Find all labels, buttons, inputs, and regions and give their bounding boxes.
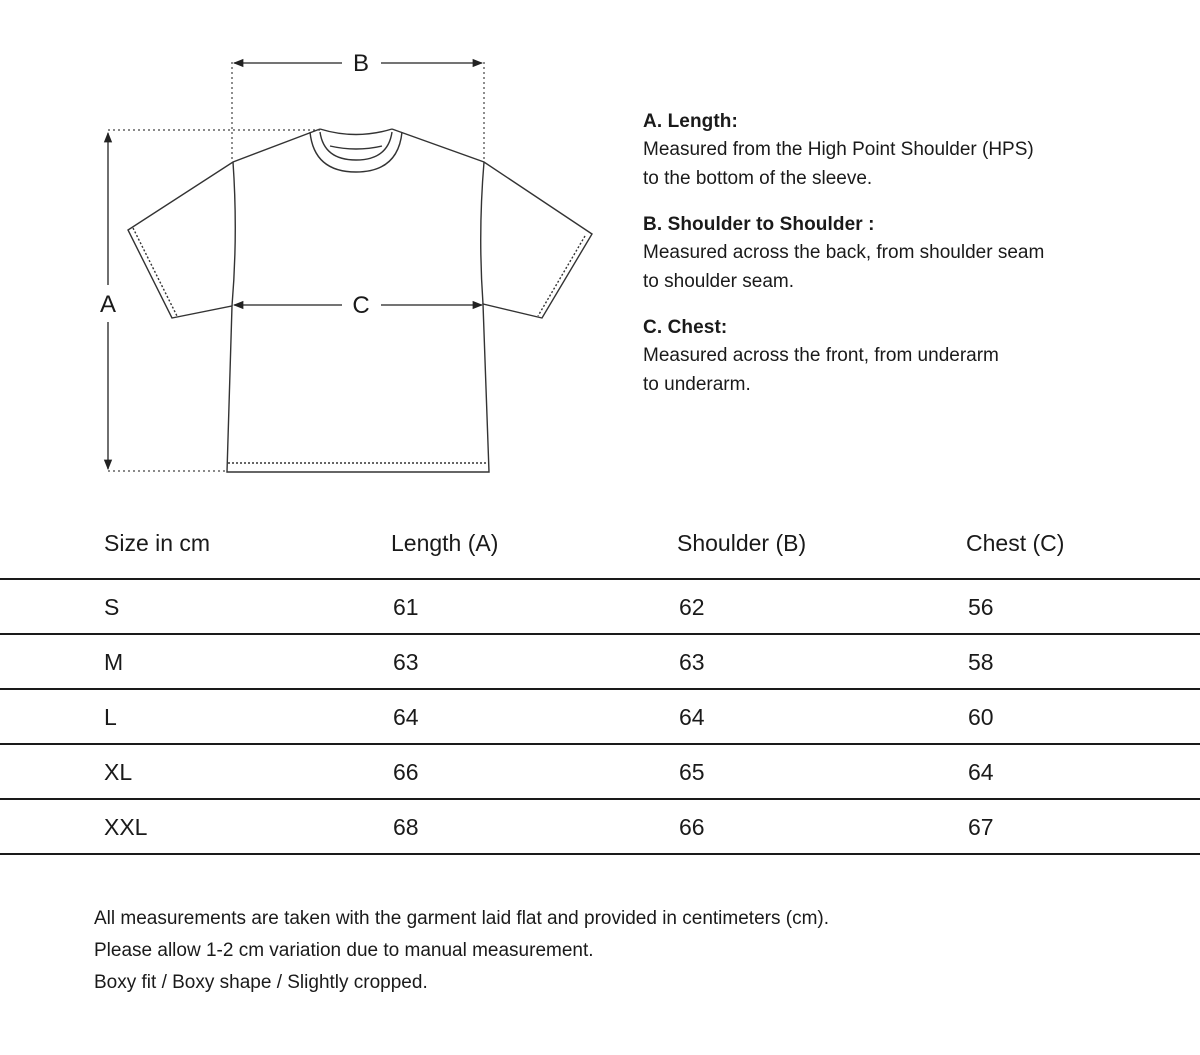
cell-size: M xyxy=(104,649,124,675)
table-row xyxy=(0,745,1200,800)
cell-chest: 58 xyxy=(968,649,994,675)
size-table xyxy=(0,520,1200,855)
cell-length: 68 xyxy=(393,814,419,840)
note-line: Boxy fit / Boxy shape / Slightly cropped. xyxy=(94,972,428,993)
definition-line: Measured across the front, from underarm xyxy=(643,345,999,366)
cell-shoulder: 64 xyxy=(679,704,705,730)
cell-size: XXL xyxy=(104,814,148,840)
definition-shoulder xyxy=(643,211,1163,296)
definition-title: B. Shoulder to Shoulder : xyxy=(643,214,875,235)
table-row xyxy=(0,635,1200,690)
header-chest: Chest (C) xyxy=(966,530,1065,556)
note-line: Please allow 1-2 cm variation due to manual measurement. xyxy=(94,940,594,961)
cell-chest: 64 xyxy=(968,759,994,785)
cell-length: 64 xyxy=(393,704,419,730)
cell-length: 61 xyxy=(393,594,419,620)
cell-chest: 67 xyxy=(968,814,994,840)
definition-chest xyxy=(643,314,1163,399)
table-row xyxy=(0,690,1200,745)
definition-length xyxy=(643,108,1163,193)
guide-lines xyxy=(108,62,484,471)
header-size: Size in cm xyxy=(104,530,211,556)
definition-line: to the bottom of the sleeve. xyxy=(643,168,873,189)
table-header-row xyxy=(0,520,1200,580)
definition-title: A. Length: xyxy=(643,111,738,132)
header-length: Length (A) xyxy=(391,530,499,556)
cell-chest: 60 xyxy=(968,704,994,730)
measurement-definitions xyxy=(643,108,1163,417)
cell-length: 66 xyxy=(393,759,419,785)
cell-length: 63 xyxy=(393,649,419,675)
cell-shoulder: 63 xyxy=(679,649,705,675)
cell-shoulder: 65 xyxy=(679,759,705,785)
note-line: All measurements are taken with the garment laid flat and provided in centimeters (cm). xyxy=(94,908,829,929)
table-row xyxy=(0,580,1200,635)
cell-chest: 56 xyxy=(968,594,994,620)
definition-title: C. Chest: xyxy=(643,317,728,338)
dimension-label-c: C xyxy=(352,292,370,319)
cell-shoulder: 62 xyxy=(679,594,705,620)
cell-size: S xyxy=(104,594,120,620)
header-shoulder: Shoulder (B) xyxy=(677,530,807,556)
table-row xyxy=(0,800,1200,855)
dimension-label-a: A xyxy=(99,291,117,318)
cell-size: L xyxy=(104,704,117,730)
measurement-notes xyxy=(94,903,1094,999)
tshirt-measurement-diagram xyxy=(0,0,640,500)
cell-shoulder: 66 xyxy=(679,814,705,840)
definition-line: Measured across the back, from shoulder seam xyxy=(643,242,1045,263)
definition-line: to shoulder seam. xyxy=(643,271,795,292)
dimension-label-b: B xyxy=(352,50,370,77)
definition-line: to underarm. xyxy=(643,374,751,395)
tshirt-illustration xyxy=(0,0,640,500)
dimension-arrows xyxy=(108,63,482,469)
definition-line: Measured from the High Point Shoulder (HPS) xyxy=(643,139,1034,160)
cell-size: XL xyxy=(104,759,133,785)
